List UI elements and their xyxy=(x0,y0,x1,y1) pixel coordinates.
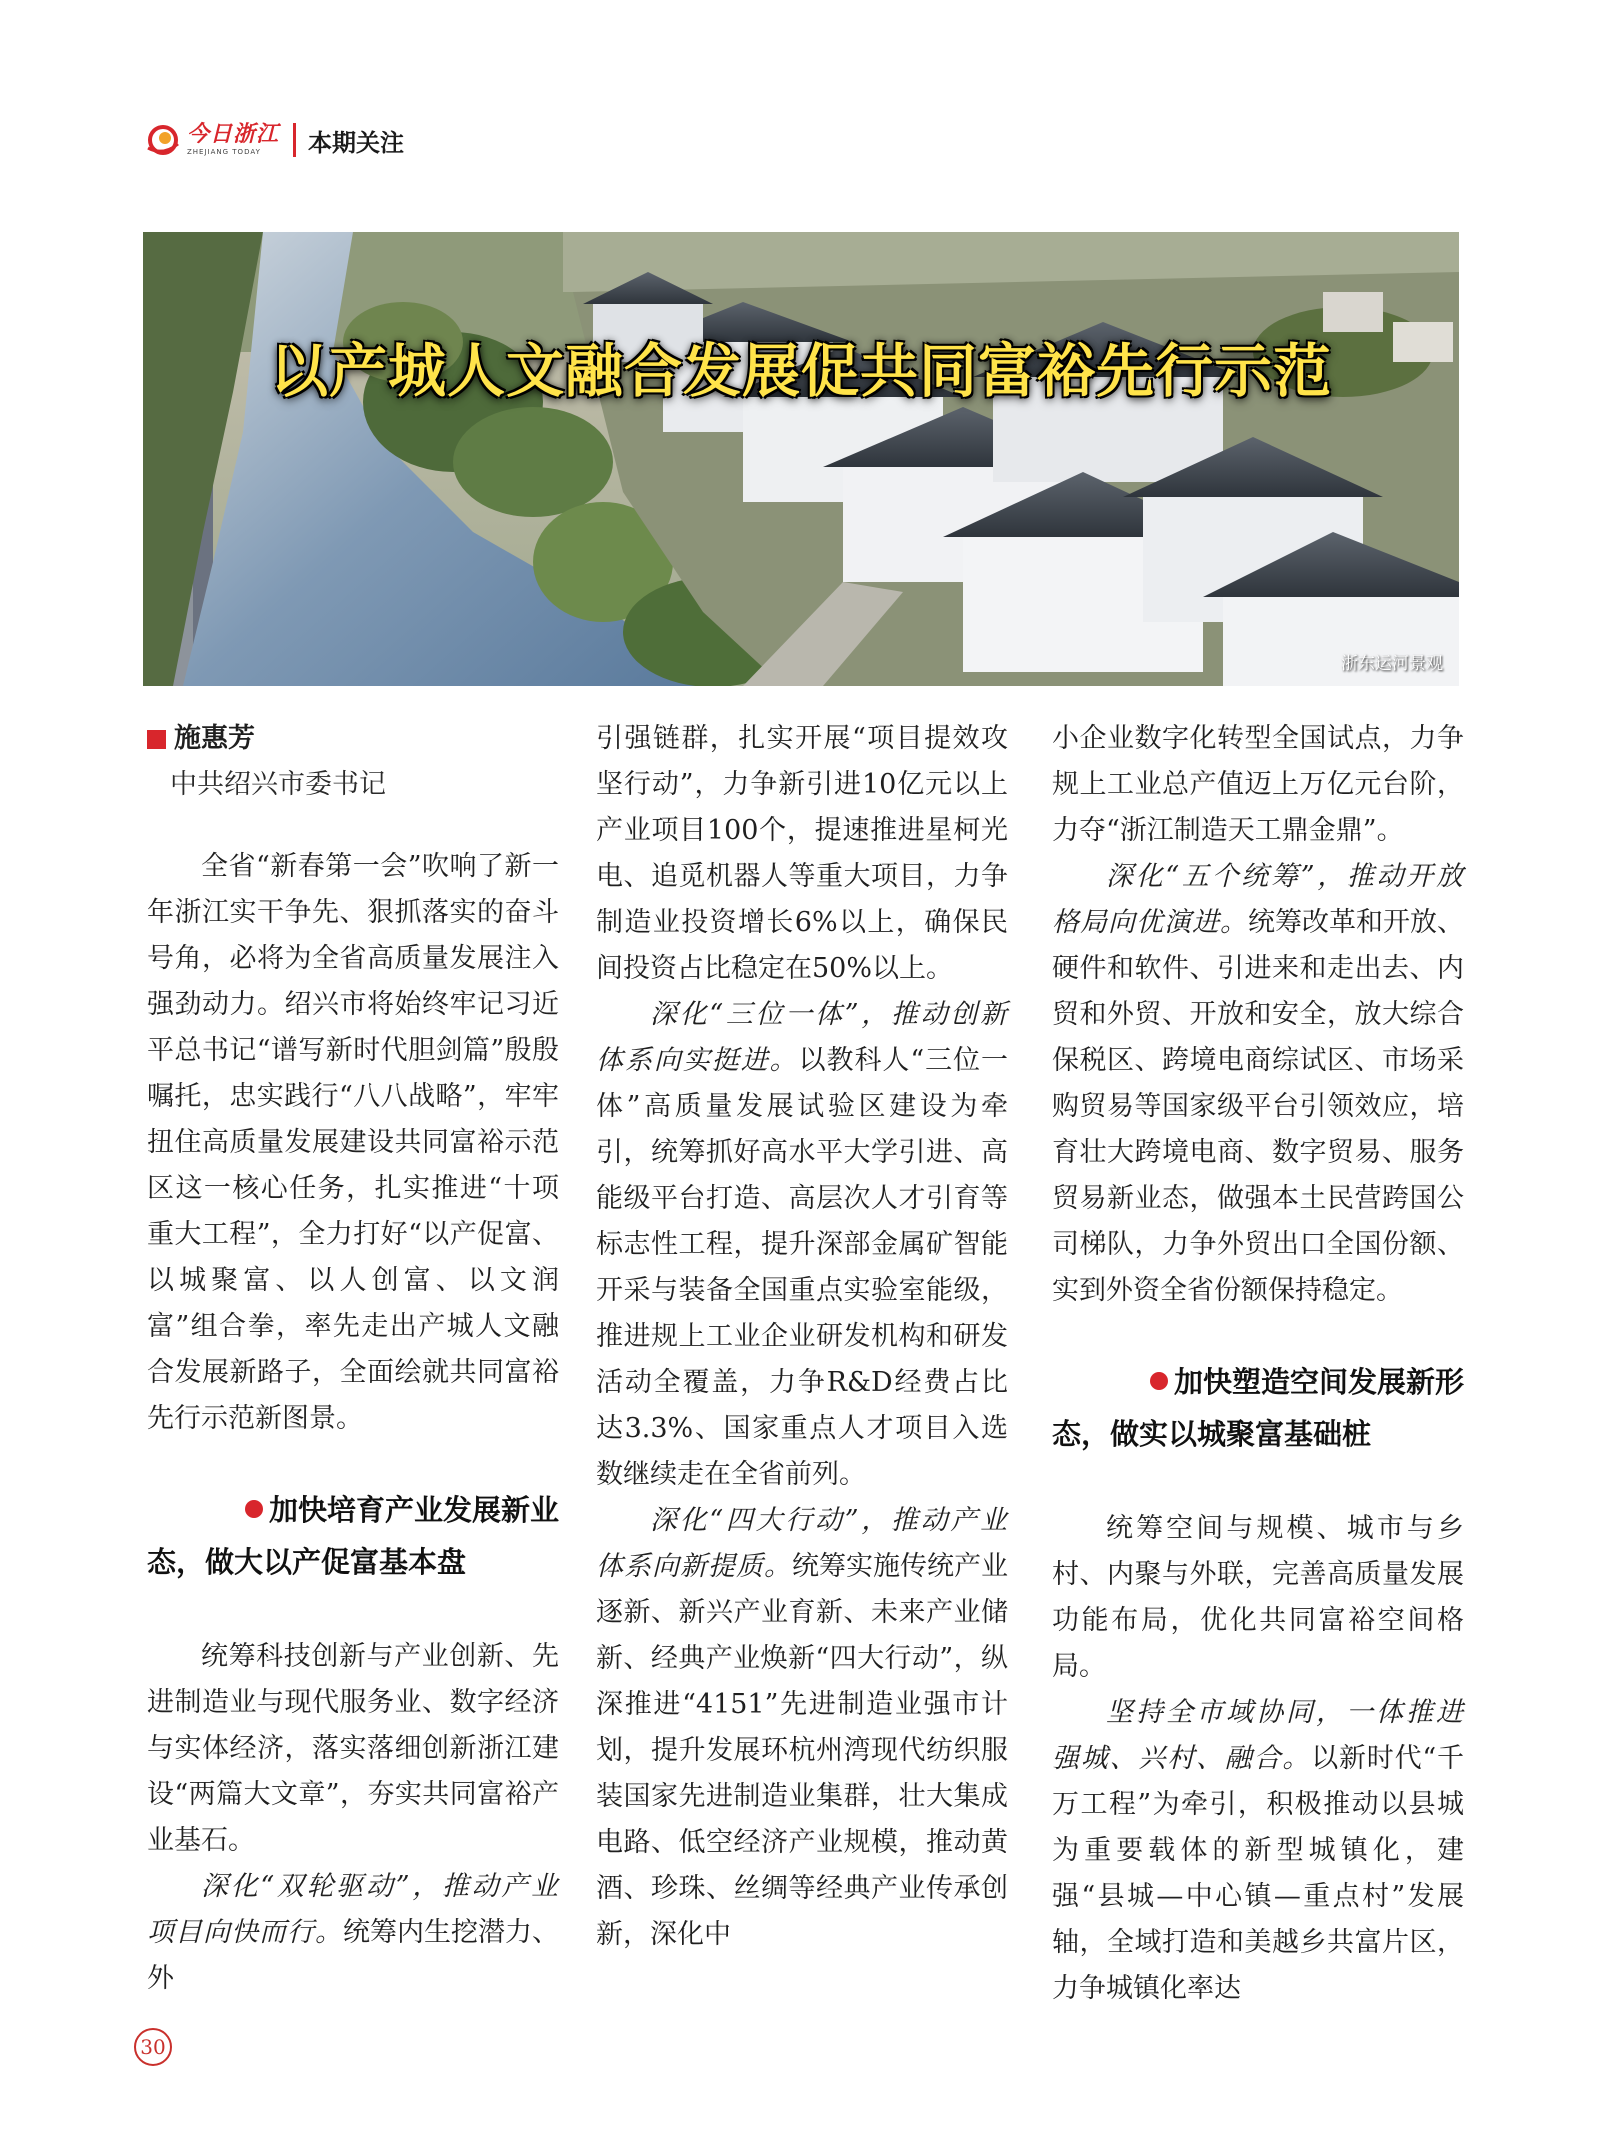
paragraph-lead: 深化“双轮驱动”，推动产业项目向快而行。 xyxy=(147,1871,559,1948)
paragraph-lead: 深化“五个统筹”，推动开放格局向优演进。 xyxy=(1052,861,1464,938)
logo-english: ZHEJIANG TODAY xyxy=(187,148,261,156)
red-dot-icon xyxy=(1150,1372,1168,1390)
paragraph-body: 以教科人“三位一体”高质量发展试验区建设为牵引，统筹抓好高水平大学引进、高能级平台打造、高层次人才引育等标志性工程，提升深部金属矿智能开采与装备全国重点实验室能级，推进规上工业企业研发机构和研发活动全覆盖，力争R&D经费占比达3.3%、国家重点人才项目入选数继续走在全省前列。 xyxy=(596,1045,1008,1490)
article-column-2 xyxy=(596,716,1008,1958)
red-square-icon xyxy=(147,730,166,749)
body-paragraph xyxy=(596,1498,1008,1958)
photo-caption: 浙东运河景观 xyxy=(1341,654,1443,674)
author-name: 施惠芳 xyxy=(174,723,255,754)
body-paragraph: 统筹空间与规模、城市与乡村、内聚与外联，完善高质量发展功能布局，优化共同富裕空间格局。 xyxy=(1052,1513,1464,1682)
hero-title: 以产城人文融合发展促共同富裕先行示范 xyxy=(269,337,1332,405)
section-title: 本期关注 xyxy=(308,128,405,157)
heading-line-1: 加快塑造空间发展新形 xyxy=(1173,1365,1464,1399)
body-paragraph xyxy=(1052,854,1464,1314)
sun-logo-icon xyxy=(143,120,183,160)
section-heading-industry xyxy=(147,1484,559,1588)
body-paragraph xyxy=(596,992,1008,1498)
paragraph-body: 统筹内生挖潜力、外 xyxy=(147,1917,559,1994)
article-column-1 xyxy=(147,716,559,2002)
paragraph-lead: 深化“四大行动”，推动产业体系向新提质。 xyxy=(596,1505,1008,1582)
author-line xyxy=(147,716,559,762)
red-dot-icon xyxy=(245,1500,263,1518)
page-header xyxy=(143,118,404,162)
paragraph-body: 统筹改革和开放、硬件和软件、引进来和走出去、内贸和外贸、开放和安全，放大综合保税区、跨境电商综试区、市场采购贸易等国家级平台引领效应，培育壮大跨境电商、数字贸易、服务贸易新业态，做强本土民营跨国公司梯队，力争外贸出口全国份额、实到外资全省份额保持稳定。 xyxy=(1052,907,1464,1306)
magazine-logo xyxy=(143,120,279,160)
body-paragraph: 统筹科技创新与产业创新、先进制造业与现代服务业、数字经济与实体经济，落实落细创新浙江建设“两篇大文章”，夯实共同富裕产业基石。 xyxy=(147,1641,559,1856)
paragraph-body: 以新时代“千万工程”为牵引，积极推动以县城为重要载体的新型城镇化，建强“县城—中心镇—重点村”发展轴，全域打造和美越乡共富片区，力争城镇化率达 xyxy=(1052,1743,1465,2004)
intro-paragraph: 全省“新春第一会”吹响了新一年浙江实干争先、狠抓落实的奋斗号角，必将为全省高质量发展注入强劲动力。绍兴市将始终牢记习近平总书记“谱写新时代胆剑篇”殷殷嘱托，忠实践行“八八战略”，牢牢扭住高质量发展建设共同富裕示范区这一核心任务，扎实推进“十项重大工程”，全力打好“以产促富、以城聚富、以人创富、以文润富”组合拳，率先走出产城人文融合发展新路子，全面绘就共同富裕先行示范新图景。 xyxy=(147,851,559,1434)
section-heading-space xyxy=(1052,1356,1464,1460)
body-paragraph: 小企业数字化转型全国试点，力争规上工业总产值迈上万亿元台阶，力夺“浙江制造天工鼎金鼎”。 xyxy=(1052,723,1464,846)
author-title: 中共绍兴市委书记 xyxy=(170,769,386,800)
article-column-3 xyxy=(1052,716,1464,2012)
logo-chinese: 今日浙江 xyxy=(187,122,280,147)
paragraph-lead: 深化“三位一体”，推动创新体系向实挺进。 xyxy=(596,999,1008,1076)
heading-line-1: 加快培育产业发展新业 xyxy=(268,1493,559,1527)
body-paragraph: 引强链群，扎实开展“项目提效攻坚行动”，力争新引进10亿元以上产业项目100个，提速推进星柯光电、追觅机器人等重大项目，力争制造业投资增长6%以上，确保民间投资占比稳定在50%以上。 xyxy=(596,723,1008,984)
paragraph-lead: 坚持全市域协同，一体推进强城、兴村、融合。 xyxy=(1052,1697,1464,1774)
canal-landscape-photo xyxy=(143,232,1459,686)
heading-line-2: 态，做实以城聚富基础桩 xyxy=(1052,1417,1372,1451)
paragraph-body: 统筹实施传统产业逐新、新兴产业育新、未来产业储新、经典产业焕新“四大行动”，纵深推进“4151”先进制造业强市计划，提升发展环杭州湾现代纺织服装国家先进制造业集群，壮大集成电路、低空经济产业规模，推动黄酒、珍珠、丝绸等经典产业传承创新，深化中 xyxy=(596,1551,1008,1950)
hero-photo xyxy=(143,232,1459,686)
page-number: 30 xyxy=(134,2028,172,2066)
body-paragraph xyxy=(1052,1690,1464,2012)
heading-line-2: 态，做大以产促富基本盘 xyxy=(147,1545,467,1579)
header-divider xyxy=(293,123,296,157)
body-paragraph xyxy=(147,1864,559,2002)
